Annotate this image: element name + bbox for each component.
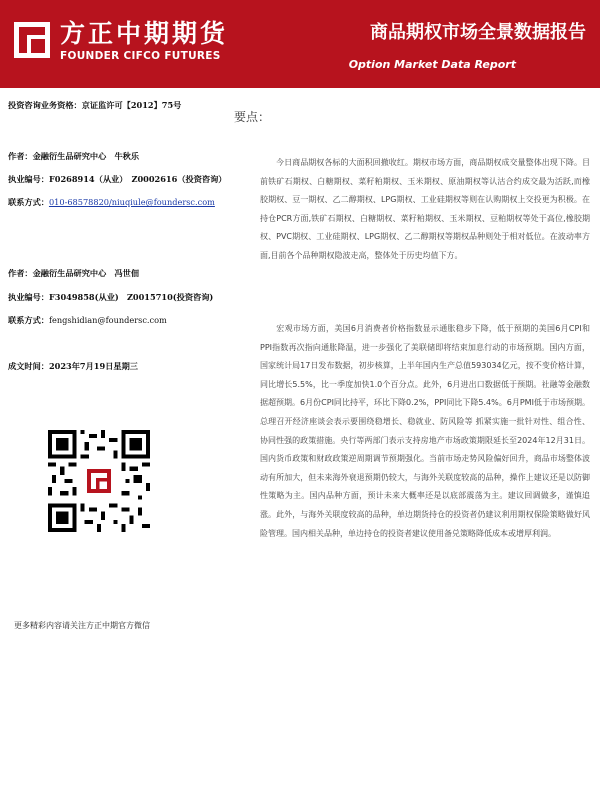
author2-contact-label: 联系方式： <box>8 315 49 325</box>
author1-contact-link[interactable]: 010-68578820/niuqiule@foundersc.com <box>48 197 215 207</box>
report-header <box>0 0 600 88</box>
logo-chinese-name: 方正中期期货 <box>60 19 229 48</box>
author1-cert: 执业编号：F0268914（从业） Z0002616（投资咨询） <box>8 174 227 184</box>
founder-logo-icon <box>14 22 50 58</box>
author1-contact <box>8 197 215 208</box>
paragraph-options-market <box>260 154 590 266</box>
section-heading: 要点： <box>234 110 271 124</box>
publish-date: 成文时间：2023年7月19日星期三 <box>8 361 138 371</box>
paragraph-macro-market <box>260 320 590 543</box>
author1-contact-label: 联系方式： <box>8 197 49 207</box>
author1-label: 作者：金融衍生品研究中心 牛秋乐 <box>8 151 140 161</box>
wechat-qr-code-icon[interactable] <box>48 430 150 532</box>
qr-caption: 更多精彩内容请关注方正中期官方微信 <box>14 621 150 630</box>
report-subtitle: Option Market Data Report <box>348 58 516 71</box>
logo-english-name: FOUNDER CIFCO FUTURES <box>60 50 221 62</box>
author2-contact <box>8 315 167 326</box>
license-info: 投资咨询业务资格：京证监许可【2012】75号 <box>8 100 182 110</box>
author2-cert: 执业编号：F3049858(从业) Z0015710(投资咨询) <box>8 292 214 302</box>
report-title: 商品期权市场全景数据报告 <box>370 22 586 43</box>
author2-contact-email: fengshidian@foundersc.com <box>48 315 167 325</box>
author2-label: 作者：金融衍生品研究中心 冯世佃 <box>8 268 140 278</box>
paragraph-text: 今日商品期权各标的大面积回撤收红。期权市场方面，商品期权成交量整体出现下降。目前铁矿石期权、白糖期权、菜籽粕期权、玉米期权、原油期权等认沽合约成交最为活跃,而橡胶期权、豆一期权、乙二醇期权、LPG期权、工业硅期权等则在认购期权上交投更为积极。在持仓PCR方面,铁矿石期权、白糖期权、菜籽粕期权、玉米期权、豆粕期权等处于高位,橡胶期权、PVC期权、工业硅期权、LPG期权、乙二醇期权等期权品种则处于相对低位。在波动率方面,目前各个品种期权隐波走高，整体处于历史均值下方。 <box>260 158 590 260</box>
paragraph-text: 宏观市场方面，美国6月消费者价格指数显示通胀稳步下降，低于预期的美国6月CPI和PPI指数再次指向通胀降温，进一步强化了美联储即将结束加息行动的市场预期。国内方面，国家统计局17日发布数据，初步核算，上半年国内生产总值593034亿元，按不变价格计算，同比增长5.5%，比一季度加快1.0个百分点。此外，6月进出口数据低于预期。社融等金融数据超预期。6月份CPI同比持平，环比下降0.2%，PPI同比下降5.4%。6月PMI低于市场预期。总理召开经济座谈会表示要围绕稳增长、稳就业、防风险等 抓紧实施一批针对性、组合性、协同性强的政策措施。央行等两部门表示支持房地产市场政策期限延长至2024年12月31日。国内货币政策和财政政策逆周期调节预期强化。当前市场走势风险偏好回升，商品市场整体波动有所加大，但未来海外衰退预期仍较大，与海外关联度较高的品种，操作上建议还是以防御性策略为主。国内品种方面，预计未来大概率还是以底部震荡为主。建议回调做多，谨慎追涨。此外，与海外关联度较高的品种，单边期货持仓的投资者仍建议利用期权保险策略做好风险管理。国内相关品种，单边持仓的投资者建议使用备兑策略降低成本或增厚利润。 <box>260 324 590 538</box>
